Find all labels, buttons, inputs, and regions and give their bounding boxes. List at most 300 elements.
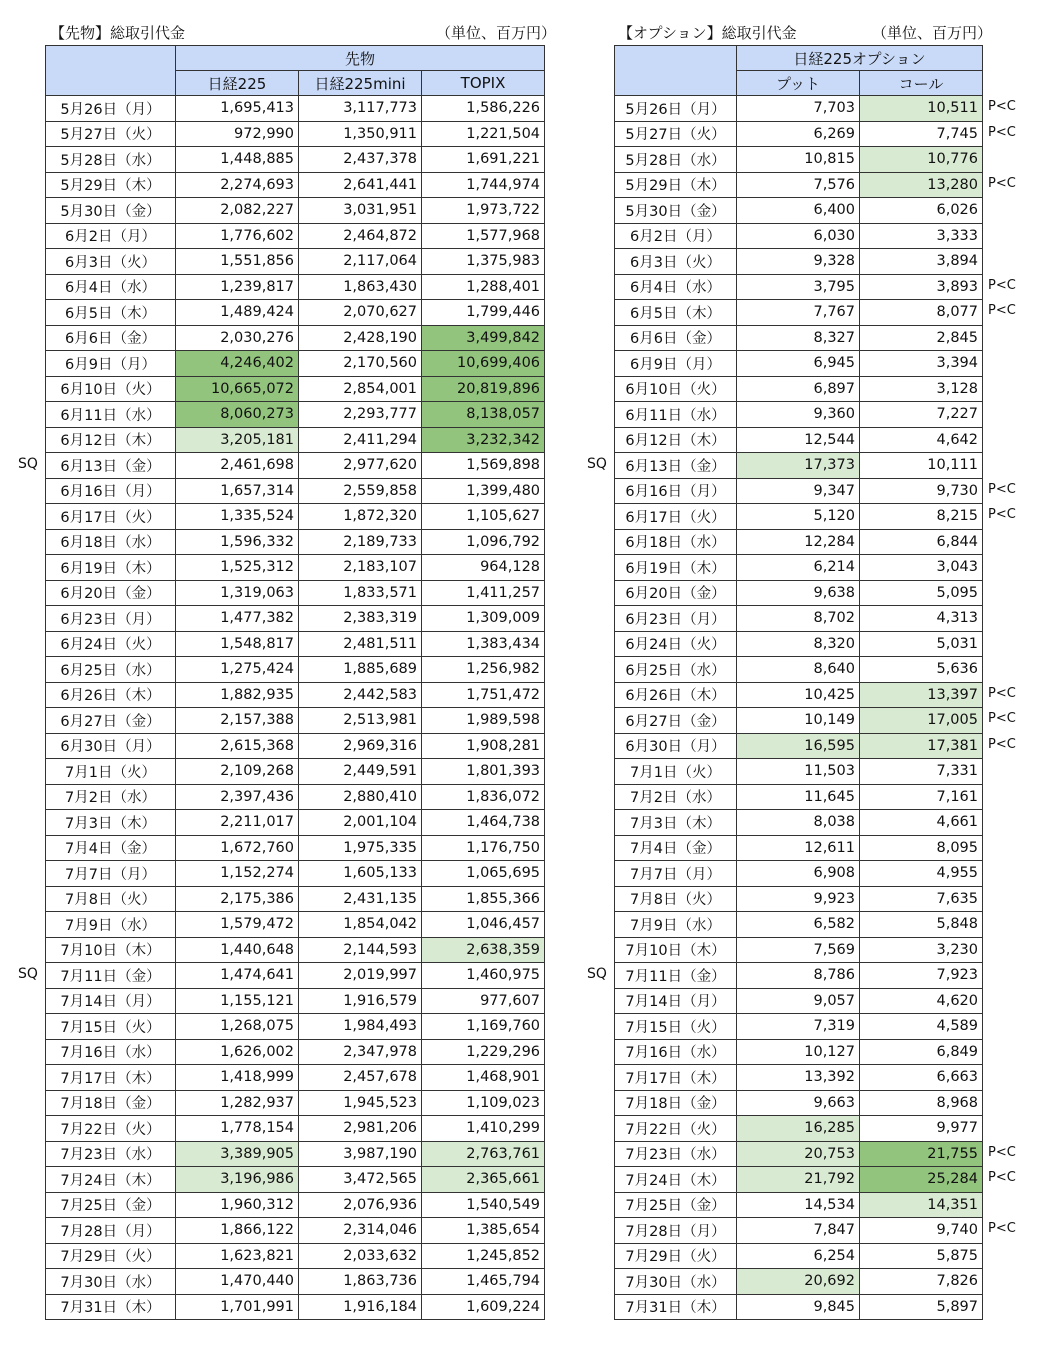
futures-value-cell: 1,245,852 [422, 1243, 545, 1269]
options-date-cell: 6月23日（月） [615, 606, 737, 632]
futures-value-cell: 2,437,378 [299, 147, 422, 173]
futures-row [46, 478, 545, 504]
futures-value-cell: 2,464,872 [299, 223, 422, 249]
options-date-cell: 6月13日（金） [615, 453, 737, 479]
options-row [615, 861, 983, 887]
futures-value-cell: 3,117,773 [299, 96, 422, 122]
options-date-cell: 6月26日（木） [615, 682, 737, 708]
futures-col-header: TOPIX [422, 71, 545, 96]
futures-row [46, 198, 545, 224]
options-value-cell: 10,111 [860, 453, 983, 479]
options-value-cell: 10,425 [737, 682, 860, 708]
futures-date-cell: 5月30日（金） [46, 198, 176, 224]
options-value-cell: 9,328 [737, 249, 860, 275]
futures-value-cell: 1,836,072 [422, 784, 545, 810]
futures-value-cell: 10,699,406 [422, 351, 545, 377]
options-date-cell: 7月8日（火） [615, 886, 737, 912]
options-value-cell: 8,968 [860, 1090, 983, 1116]
options-value-cell: 17,373 [737, 453, 860, 479]
options-date-cell: 7月11日（金） [615, 963, 737, 989]
options-value-cell: 9,347 [737, 478, 860, 504]
options-date-cell: 6月19日（木） [615, 555, 737, 581]
futures-date-cell: 7月24日（木） [46, 1167, 176, 1193]
options-value-cell: 7,635 [860, 886, 983, 912]
pc-note: P<C [988, 175, 1016, 191]
options-row [615, 912, 983, 938]
options-date-cell: 6月11日（水） [615, 402, 737, 428]
options-value-cell: 6,945 [737, 351, 860, 377]
options-value-cell: 21,792 [737, 1167, 860, 1193]
options-value-cell: 16,595 [737, 733, 860, 759]
futures-value-cell: 1,375,983 [422, 249, 545, 275]
pc-note: P<C [988, 736, 1016, 752]
futures-row [46, 376, 545, 402]
options-row [615, 657, 983, 683]
futures-date-cell: 6月9日（月） [46, 351, 176, 377]
options-date-cell: 7月17日（木） [615, 1065, 737, 1091]
futures-row [46, 784, 545, 810]
futures-value-cell: 1,383,434 [422, 631, 545, 657]
futures-value-cell: 2,019,997 [299, 963, 422, 989]
options-value-cell: 7,703 [737, 96, 860, 122]
options-row [615, 631, 983, 657]
futures-row [46, 555, 545, 581]
options-date-cell: 6月25日（水） [615, 657, 737, 683]
futures-date-cell: 7月23日（水） [46, 1141, 176, 1167]
options-value-cell: 7,847 [737, 1218, 860, 1244]
futures-value-cell: 1,751,472 [422, 682, 545, 708]
futures-value-cell: 1,540,549 [422, 1192, 545, 1218]
futures-value-cell: 2,030,276 [176, 325, 299, 351]
futures-value-cell: 1,046,457 [422, 912, 545, 938]
futures-value-cell: 2,457,678 [299, 1065, 422, 1091]
options-row [615, 1039, 983, 1065]
futures-value-cell: 1,385,654 [422, 1218, 545, 1244]
futures-date-cell: 6月3日（火） [46, 249, 176, 275]
futures-table [45, 45, 545, 1320]
options-value-cell: 13,392 [737, 1065, 860, 1091]
futures-date-cell: 6月27日（金） [46, 708, 176, 734]
options-date-cell: 6月16日（月） [615, 478, 737, 504]
options-row [615, 325, 983, 351]
futures-date-cell: 6月10日（火） [46, 376, 176, 402]
pc-note: P<C [988, 1221, 1016, 1237]
futures-value-cell: 1,221,504 [422, 121, 545, 147]
options-value-cell: 6,849 [860, 1039, 983, 1065]
futures-value-cell: 2,117,064 [299, 249, 422, 275]
options-date-header [615, 46, 737, 96]
futures-value-cell: 1,489,424 [176, 300, 299, 326]
options-table [614, 45, 983, 1320]
futures-value-cell: 1,288,401 [422, 274, 545, 300]
options-value-cell: 5,120 [737, 504, 860, 530]
futures-value-cell: 2,981,206 [299, 1116, 422, 1142]
futures-date-cell: 6月18日（水） [46, 529, 176, 555]
futures-date-cell: 6月16日（月） [46, 478, 176, 504]
futures-value-cell: 964,128 [422, 555, 545, 581]
futures-value-cell: 1,569,898 [422, 453, 545, 479]
options-value-cell: 3,230 [860, 937, 983, 963]
futures-value-cell: 1,799,446 [422, 300, 545, 326]
options-row [615, 402, 983, 428]
options-value-cell: 5,897 [860, 1294, 983, 1320]
options-value-cell: 12,284 [737, 529, 860, 555]
futures-value-cell: 3,196,986 [176, 1167, 299, 1193]
futures-value-cell: 1,579,472 [176, 912, 299, 938]
futures-date-cell: 7月16日（水） [46, 1039, 176, 1065]
futures-value-cell: 1,169,760 [422, 1014, 545, 1040]
options-value-cell: 4,642 [860, 427, 983, 453]
futures-row [46, 759, 545, 785]
futures-row [46, 402, 545, 428]
futures-value-cell: 20,819,896 [422, 376, 545, 402]
options-value-cell: 5,848 [860, 912, 983, 938]
futures-date-cell: 6月4日（水） [46, 274, 176, 300]
futures-row [46, 606, 545, 632]
futures-value-cell: 2,076,936 [299, 1192, 422, 1218]
options-row [615, 529, 983, 555]
futures-row [46, 988, 545, 1014]
futures-row [46, 937, 545, 963]
futures-date-cell: 7月31日（木） [46, 1294, 176, 1320]
options-value-cell: 4,955 [860, 861, 983, 887]
options-value-cell: 6,030 [737, 223, 860, 249]
options-value-cell: 3,333 [860, 223, 983, 249]
futures-date-cell: 5月29日（木） [46, 172, 176, 198]
futures-row [46, 1243, 545, 1269]
options-value-cell: 8,320 [737, 631, 860, 657]
futures-row [46, 223, 545, 249]
futures-table-body [46, 96, 545, 1320]
futures-row [46, 682, 545, 708]
options-row [615, 988, 983, 1014]
options-value-cell: 3,795 [737, 274, 860, 300]
options-row [615, 1294, 983, 1320]
options-date-cell: 7月16日（水） [615, 1039, 737, 1065]
futures-value-cell: 2,411,294 [299, 427, 422, 453]
futures-value-cell: 1,872,320 [299, 504, 422, 530]
options-value-cell: 11,645 [737, 784, 860, 810]
futures-date-cell: 7月9日（水） [46, 912, 176, 938]
sq-marker: SQ [587, 966, 607, 983]
pc-note: P<C [988, 685, 1016, 701]
options-value-cell: 9,977 [860, 1116, 983, 1142]
futures-date-cell: 6月17日（火） [46, 504, 176, 530]
options-row [615, 1090, 983, 1116]
futures-row [46, 1039, 545, 1065]
futures-value-cell: 2,638,359 [422, 937, 545, 963]
options-value-cell: 6,254 [737, 1243, 860, 1269]
futures-value-cell: 2,615,368 [176, 733, 299, 759]
futures-row [46, 96, 545, 122]
options-date-cell: 7月28日（月） [615, 1218, 737, 1244]
options-date-cell: 6月6日（金） [615, 325, 737, 351]
options-value-cell: 16,285 [737, 1116, 860, 1142]
futures-value-cell: 2,442,583 [299, 682, 422, 708]
futures-value-cell: 1,460,975 [422, 963, 545, 989]
options-value-cell: 10,511 [860, 96, 983, 122]
futures-value-cell: 1,155,121 [176, 988, 299, 1014]
options-date-cell: 6月3日（火） [615, 249, 737, 275]
options-row [615, 886, 983, 912]
futures-date-header [46, 46, 176, 96]
futures-value-cell: 1,440,648 [176, 937, 299, 963]
futures-value-cell: 1,410,299 [422, 1116, 545, 1142]
options-value-cell: 10,127 [737, 1039, 860, 1065]
futures-value-cell: 2,481,511 [299, 631, 422, 657]
futures-row [46, 172, 545, 198]
options-value-cell: 9,663 [737, 1090, 860, 1116]
futures-col-header: 日経225mini [299, 71, 422, 96]
options-value-cell: 7,826 [860, 1269, 983, 1295]
options-value-cell: 10,776 [860, 147, 983, 173]
futures-value-cell: 2,969,316 [299, 733, 422, 759]
futures-value-cell: 2,347,978 [299, 1039, 422, 1065]
futures-value-cell: 3,499,842 [422, 325, 545, 351]
options-unit: （単位、百万円） [872, 24, 993, 42]
options-row [615, 1014, 983, 1040]
futures-date-cell: 6月12日（木） [46, 427, 176, 453]
options-value-cell: 12,544 [737, 427, 860, 453]
sq-marker: SQ [587, 456, 607, 473]
futures-value-cell: 1,548,817 [176, 631, 299, 657]
options-row [615, 1167, 983, 1193]
futures-row [46, 453, 545, 479]
futures-value-cell: 2,001,104 [299, 810, 422, 836]
futures-value-cell: 2,763,761 [422, 1141, 545, 1167]
options-value-cell: 14,534 [737, 1192, 860, 1218]
options-date-cell: 7月3日（木） [615, 810, 737, 836]
futures-value-cell: 1,609,224 [422, 1294, 545, 1320]
futures-value-cell: 1,551,856 [176, 249, 299, 275]
futures-row [46, 886, 545, 912]
futures-date-cell: 5月28日（水） [46, 147, 176, 173]
futures-value-cell: 1,908,281 [422, 733, 545, 759]
futures-value-cell: 2,211,017 [176, 810, 299, 836]
futures-row [46, 912, 545, 938]
futures-date-cell: 6月6日（金） [46, 325, 176, 351]
options-row [615, 198, 983, 224]
futures-date-cell: 7月7日（月） [46, 861, 176, 887]
options-row [615, 147, 983, 173]
futures-value-cell: 3,472,565 [299, 1167, 422, 1193]
options-value-cell: 9,923 [737, 886, 860, 912]
futures-date-cell: 7月30日（水） [46, 1269, 176, 1295]
futures-value-cell: 1,468,901 [422, 1065, 545, 1091]
options-row [615, 427, 983, 453]
options-date-cell: 7月18日（金） [615, 1090, 737, 1116]
options-value-cell: 21,755 [860, 1141, 983, 1167]
options-row [615, 504, 983, 530]
futures-value-cell: 2,449,591 [299, 759, 422, 785]
options-value-cell: 2,845 [860, 325, 983, 351]
options-value-cell: 7,331 [860, 759, 983, 785]
options-date-cell: 7月1日（火） [615, 759, 737, 785]
futures-value-cell: 1,350,911 [299, 121, 422, 147]
futures-row [46, 529, 545, 555]
options-date-cell: 6月20日（金） [615, 580, 737, 606]
futures-value-cell: 1,335,524 [176, 504, 299, 530]
options-row [615, 1243, 983, 1269]
futures-row [46, 1192, 545, 1218]
futures-value-cell: 2,274,693 [176, 172, 299, 198]
futures-value-cell: 1,474,641 [176, 963, 299, 989]
futures-value-cell: 972,990 [176, 121, 299, 147]
futures-date-cell: 5月26日（月） [46, 96, 176, 122]
options-date-cell: 7月15日（火） [615, 1014, 737, 1040]
futures-title: 【先物】総取引代金 [50, 24, 186, 42]
options-date-cell: 7月4日（金） [615, 835, 737, 861]
futures-value-cell: 2,170,560 [299, 351, 422, 377]
futures-value-cell: 2,513,981 [299, 708, 422, 734]
options-value-cell: 3,043 [860, 555, 983, 581]
options-value-cell: 8,786 [737, 963, 860, 989]
futures-row [46, 708, 545, 734]
futures-row [46, 121, 545, 147]
options-value-cell: 8,215 [860, 504, 983, 530]
futures-row [46, 1065, 545, 1091]
futures-row [46, 1014, 545, 1040]
futures-value-cell: 1,465,794 [422, 1269, 545, 1295]
options-row [615, 1065, 983, 1091]
sq-marker: SQ [18, 456, 38, 473]
options-value-cell: 6,908 [737, 861, 860, 887]
options-value-cell: 9,845 [737, 1294, 860, 1320]
futures-value-cell: 1,623,821 [176, 1243, 299, 1269]
options-value-cell: 3,128 [860, 376, 983, 402]
futures-value-cell: 2,157,388 [176, 708, 299, 734]
futures-date-cell: 7月25日（金） [46, 1192, 176, 1218]
futures-date-cell: 7月4日（金） [46, 835, 176, 861]
futures-date-cell: 6月30日（月） [46, 733, 176, 759]
futures-row [46, 1116, 545, 1142]
futures-value-cell: 2,144,593 [299, 937, 422, 963]
options-date-cell: 6月18日（水） [615, 529, 737, 555]
options-value-cell: 9,638 [737, 580, 860, 606]
options-value-cell: 7,569 [737, 937, 860, 963]
options-value-cell: 20,753 [737, 1141, 860, 1167]
futures-value-cell: 1,275,424 [176, 657, 299, 683]
options-row [615, 835, 983, 861]
futures-date-cell: 7月18日（金） [46, 1090, 176, 1116]
options-value-cell: 6,214 [737, 555, 860, 581]
options-value-cell: 8,702 [737, 606, 860, 632]
options-col-header: コール [860, 71, 983, 96]
futures-value-cell: 1,229,296 [422, 1039, 545, 1065]
options-row [615, 300, 983, 326]
futures-date-cell: 6月26日（木） [46, 682, 176, 708]
options-date-cell: 7月29日（火） [615, 1243, 737, 1269]
futures-value-cell: 1,691,221 [422, 147, 545, 173]
options-group-header: 日経225オプション [737, 46, 983, 71]
futures-value-cell: 1,975,335 [299, 835, 422, 861]
futures-row [46, 274, 545, 300]
futures-value-cell: 2,033,632 [299, 1243, 422, 1269]
futures-value-cell: 1,863,736 [299, 1269, 422, 1295]
futures-value-cell: 2,383,319 [299, 606, 422, 632]
futures-value-cell: 1,989,598 [422, 708, 545, 734]
options-date-cell: 6月10日（火） [615, 376, 737, 402]
options-value-cell: 7,923 [860, 963, 983, 989]
futures-value-cell: 2,189,733 [299, 529, 422, 555]
futures-date-cell: 7月10日（木） [46, 937, 176, 963]
options-value-cell: 17,005 [860, 708, 983, 734]
options-row [615, 121, 983, 147]
futures-row [46, 300, 545, 326]
futures-date-cell: 6月11日（水） [46, 402, 176, 428]
options-value-cell: 3,394 [860, 351, 983, 377]
options-col-header: プット [737, 71, 860, 96]
futures-date-cell: 5月27日（火） [46, 121, 176, 147]
futures-value-cell: 1,464,738 [422, 810, 545, 836]
options-value-cell: 6,582 [737, 912, 860, 938]
options-row [615, 1269, 983, 1295]
futures-date-cell: 7月11日（金） [46, 963, 176, 989]
pc-note: P<C [988, 507, 1016, 523]
futures-value-cell: 8,060,273 [176, 402, 299, 428]
options-value-cell: 9,057 [737, 988, 860, 1014]
futures-date-cell: 7月17日（木） [46, 1065, 176, 1091]
options-row [615, 249, 983, 275]
futures-value-cell: 1,477,382 [176, 606, 299, 632]
options-row [615, 1116, 983, 1142]
futures-value-cell: 1,470,440 [176, 1269, 299, 1295]
futures-value-cell: 1,418,999 [176, 1065, 299, 1091]
options-date-cell: 6月5日（木） [615, 300, 737, 326]
options-row [615, 810, 983, 836]
futures-value-cell: 1,109,023 [422, 1090, 545, 1116]
pc-note: P<C [988, 303, 1016, 319]
futures-value-cell: 1,096,792 [422, 529, 545, 555]
pc-note: P<C [988, 124, 1016, 140]
pc-note: P<C [988, 99, 1016, 115]
futures-row [46, 1218, 545, 1244]
options-date-cell: 5月26日（月） [615, 96, 737, 122]
futures-col-header: 日経225 [176, 71, 299, 96]
options-date-cell: 6月2日（月） [615, 223, 737, 249]
options-value-cell: 14,351 [860, 1192, 983, 1218]
options-date-cell: 6月24日（火） [615, 631, 737, 657]
futures-date-cell: 7月14日（月） [46, 988, 176, 1014]
options-date-cell: 5月27日（火） [615, 121, 737, 147]
futures-value-cell: 1,309,009 [422, 606, 545, 632]
futures-date-cell: 7月15日（火） [46, 1014, 176, 1040]
options-value-cell: 7,161 [860, 784, 983, 810]
options-value-cell: 5,095 [860, 580, 983, 606]
futures-value-cell: 1,701,991 [176, 1294, 299, 1320]
options-value-cell: 5,031 [860, 631, 983, 657]
futures-value-cell: 2,109,268 [176, 759, 299, 785]
options-row [615, 172, 983, 198]
options-value-cell: 9,740 [860, 1218, 983, 1244]
futures-date-cell: 7月22日（火） [46, 1116, 176, 1142]
options-row [615, 1218, 983, 1244]
options-value-cell: 17,381 [860, 733, 983, 759]
futures-value-cell: 2,365,661 [422, 1167, 545, 1193]
futures-value-cell: 1,399,480 [422, 478, 545, 504]
futures-value-cell: 1,605,133 [299, 861, 422, 887]
futures-value-cell: 2,183,107 [299, 555, 422, 581]
pc-note: P<C [988, 711, 1016, 727]
futures-row [46, 325, 545, 351]
futures-value-cell: 2,880,410 [299, 784, 422, 810]
futures-value-cell: 1,176,750 [422, 835, 545, 861]
options-value-cell: 10,149 [737, 708, 860, 734]
options-value-cell: 6,897 [737, 376, 860, 402]
options-value-cell: 11,503 [737, 759, 860, 785]
pc-note: P<C [988, 277, 1016, 293]
futures-value-cell: 3,389,905 [176, 1141, 299, 1167]
